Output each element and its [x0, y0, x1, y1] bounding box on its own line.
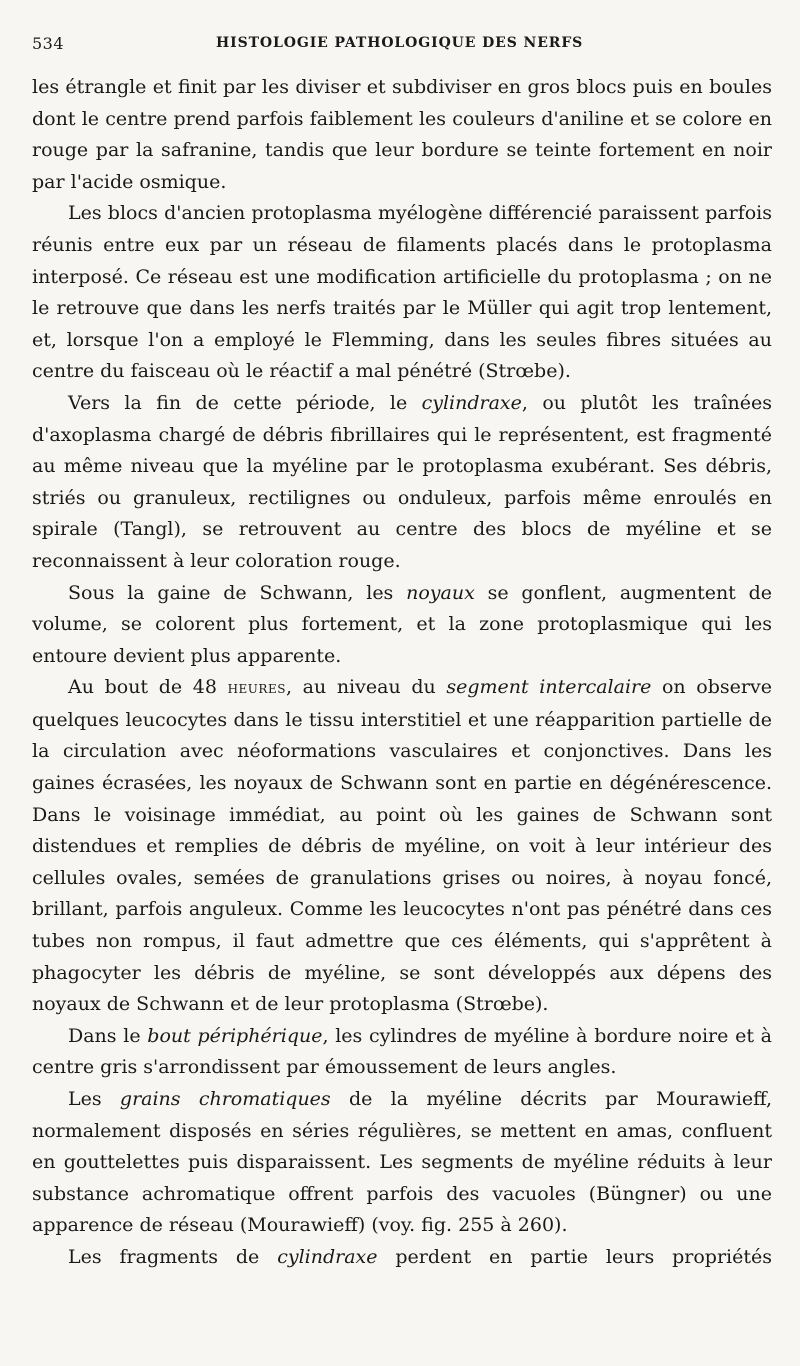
italic-term: bout périphérique: [147, 1024, 323, 1047]
page-number: 534: [32, 34, 65, 53]
small-caps-term: heures: [227, 678, 286, 699]
paragraph-1: les étrangle et finit par les diviser et subdiviser en gros blocs puis en boules dont le centre prend parfois faiblement les couleurs d'aniline et se colore en rouge par la safranine, tandis que leur bordure se teinte fortement en noir par l'acide osmique.: [32, 76, 772, 193]
text-run: Au bout de 48: [68, 676, 228, 699]
running-title: HISTOLOGIE PATHOLOGIQUE DES NERFS: [216, 35, 584, 51]
italic-term: cylindraxe: [277, 1245, 378, 1268]
text-run: Vers la fin de cette période, le: [68, 391, 422, 414]
italic-term: noyaux: [406, 581, 475, 604]
text-run: de la myéline décrits par Mourawieff, normalement disposés en séries régulières, se mettent en amas, confluent en gouttelettes puis disparaissent. Les segments de myéline réduits à leur substance achromatique offrent parfois des vacuoles (Büngner) ou une apparence de réseau (Mourawieff) (voy. fig. 255 à 260).: [32, 1088, 773, 1237]
paragraph-5: [32, 672, 772, 1021]
text-run: , ou plutôt les traînées d'axoplasma chargé de débris fibrillaires qui le représentent, est fragmenté au même niveau que la myéline par le protoplasma exubérant. Ses débris, striés ou granuleux, rectilignes ou onduleux, parfois même enroulés en spirale (Tangl), se retrouvent au centre des blocs de myéline et se reconnaissent à leur coloration rouge.: [32, 391, 772, 572]
paragraph-4: [32, 578, 772, 673]
paragraph-8: [32, 1242, 772, 1274]
text-run: , au niveau du: [285, 676, 447, 699]
paragraph-3: [32, 388, 772, 578]
text-run: on observe quelques leucocytes dans le tissu interstitiel et une réapparition partielle de la circulation avec néoformations vasculaires et conjonctives. Dans les gaines écrasées, les noyaux de Schwann sont en partie en dégénérescence. Dans le voisinage immédiat, au point où les gaines de Schwann sont distendues et remplies de débris de myéline, on voit à leur intérieur des cellules ovales, semées de granulations grises ou noires, à noyau foncé, brillant, parfois anguleux. Comme les leucocytes n'ont pas pénétré dans ces tubes non rompus, il faut admettre que ces éléments, qui s'apprêtent à phagocyter les débris de myéline, se sont développés aux dépens des noyaux de Schwann et de leur protoplasma (Strœbe).: [32, 676, 772, 1016]
text-run: Les: [68, 1088, 120, 1110]
running-head: [32, 34, 772, 56]
paragraph-2: Les blocs d'ancien protoplasma myélogène différencié paraissent parfois réunis entre eux par un réseau de filaments placés dans le protoplasma interposé. Ce réseau est une modification artificielle du protoplasma ; on ne le retrouve que dans les nerfs traités par le Müller qui agit trop lentement, et, lorsque l'on a employé le Flemming, dans les seules fibres situées au centre du faisceau où le réactif a mal pénétré (Strœbe).: [32, 202, 772, 383]
italic-term: grains chromatiques: [119, 1088, 331, 1110]
paragraph-6: [32, 1021, 772, 1084]
text-run: Sous la gaine de Schwann, les: [68, 581, 407, 604]
body-text: [32, 72, 772, 1274]
paragraph-7: [32, 1084, 772, 1242]
text-run: perdent en partie leurs propriétés: [377, 1245, 772, 1268]
text-run: Dans le: [68, 1024, 148, 1047]
italic-term: cylindraxe: [421, 391, 522, 414]
italic-term: segment intercalaire: [446, 676, 652, 699]
text-run: , les cylindres de myéline à bordure noire et à centre gris s'arrondissent par émoussement de leurs angles.: [32, 1024, 773, 1079]
text-run: se gonflent, augmentent de volume, se colorent plus fortement, et la zone protoplasmique qui les entoure devient plus apparente.: [32, 581, 773, 667]
text-run: Les fragments de: [68, 1245, 278, 1268]
